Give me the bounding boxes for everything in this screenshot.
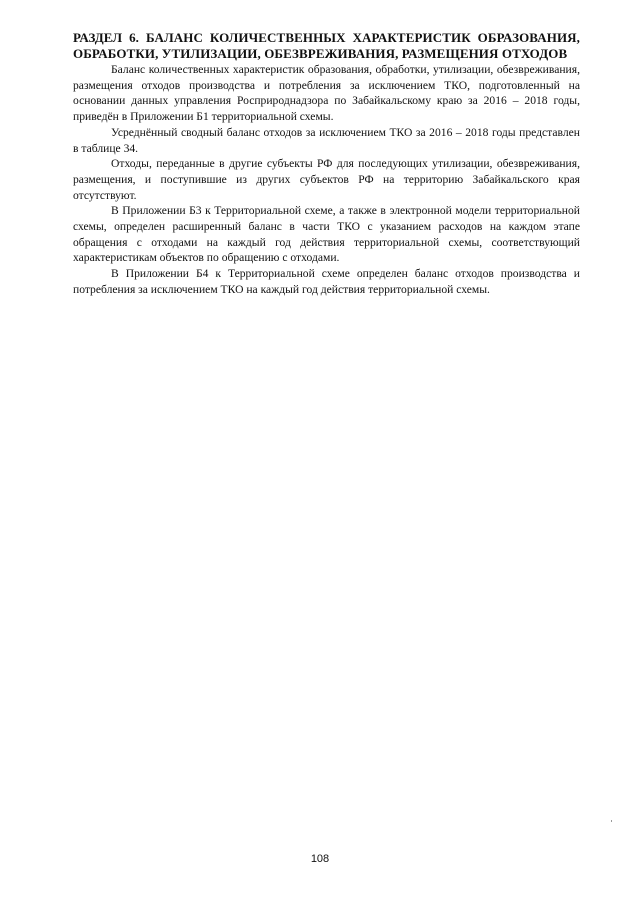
paragraph-appendix-b4: В Приложении Б4 к Территориальной схеме определен баланс отходов производства и потребления за исключением ТКО на каждый год действия территориальной схемы. bbox=[73, 267, 580, 296]
paragraph-interregional-transfer: Отходы, переданные в другие субъекты РФ для последующих утилизации, обезвреживания, размещения, и поступившие из других субъектов РФ на территорию Забайкальского края отсутствуют. bbox=[73, 157, 580, 202]
paragraph-average-balance: Усреднённый сводный баланс отходов за исключением ТКО за 2016 – 2018 годы представлен в таблице 34. bbox=[73, 125, 580, 155]
scan-speck bbox=[611, 820, 612, 822]
paragraph-balance-intro: Баланс количественных характеристик образования, обработки, утилизации, обезвреживания, размещения отходов производства и потребления за исключением ТКО, подготовленный на основании данных управления Росприроднадзора по Забайкальскому краю за 2016 – 2018 годы, приведён в Приложении Б1 территориальной схемы. bbox=[73, 63, 580, 124]
page-content bbox=[73, 30, 580, 298]
section-heading: РАЗДЕЛ 6. БАЛАНС КОЛИЧЕСТВЕННЫХ ХАРАКТЕРИСТИК ОБРАЗОВАНИЯ, ОБРАБОТКИ, УТИЛИЗАЦИИ, ОБЕЗВРЕЖИВАНИЯ, РАЗМЕЩЕНИЯ ОТХОДОВ bbox=[73, 30, 580, 61]
page-number: 108 bbox=[310, 853, 330, 865]
paragraph-appendix-b3: В Приложении Б3 к Территориальной схеме, а также в электронной модели территориальной схемы, определен расширенный баланс в части ТКО с указанием расходов на каждом этапе обращения с отходами на каждый год действия территориальной схемы, соответствующий характеристикам объектов по обращению с отходами. bbox=[73, 204, 580, 265]
